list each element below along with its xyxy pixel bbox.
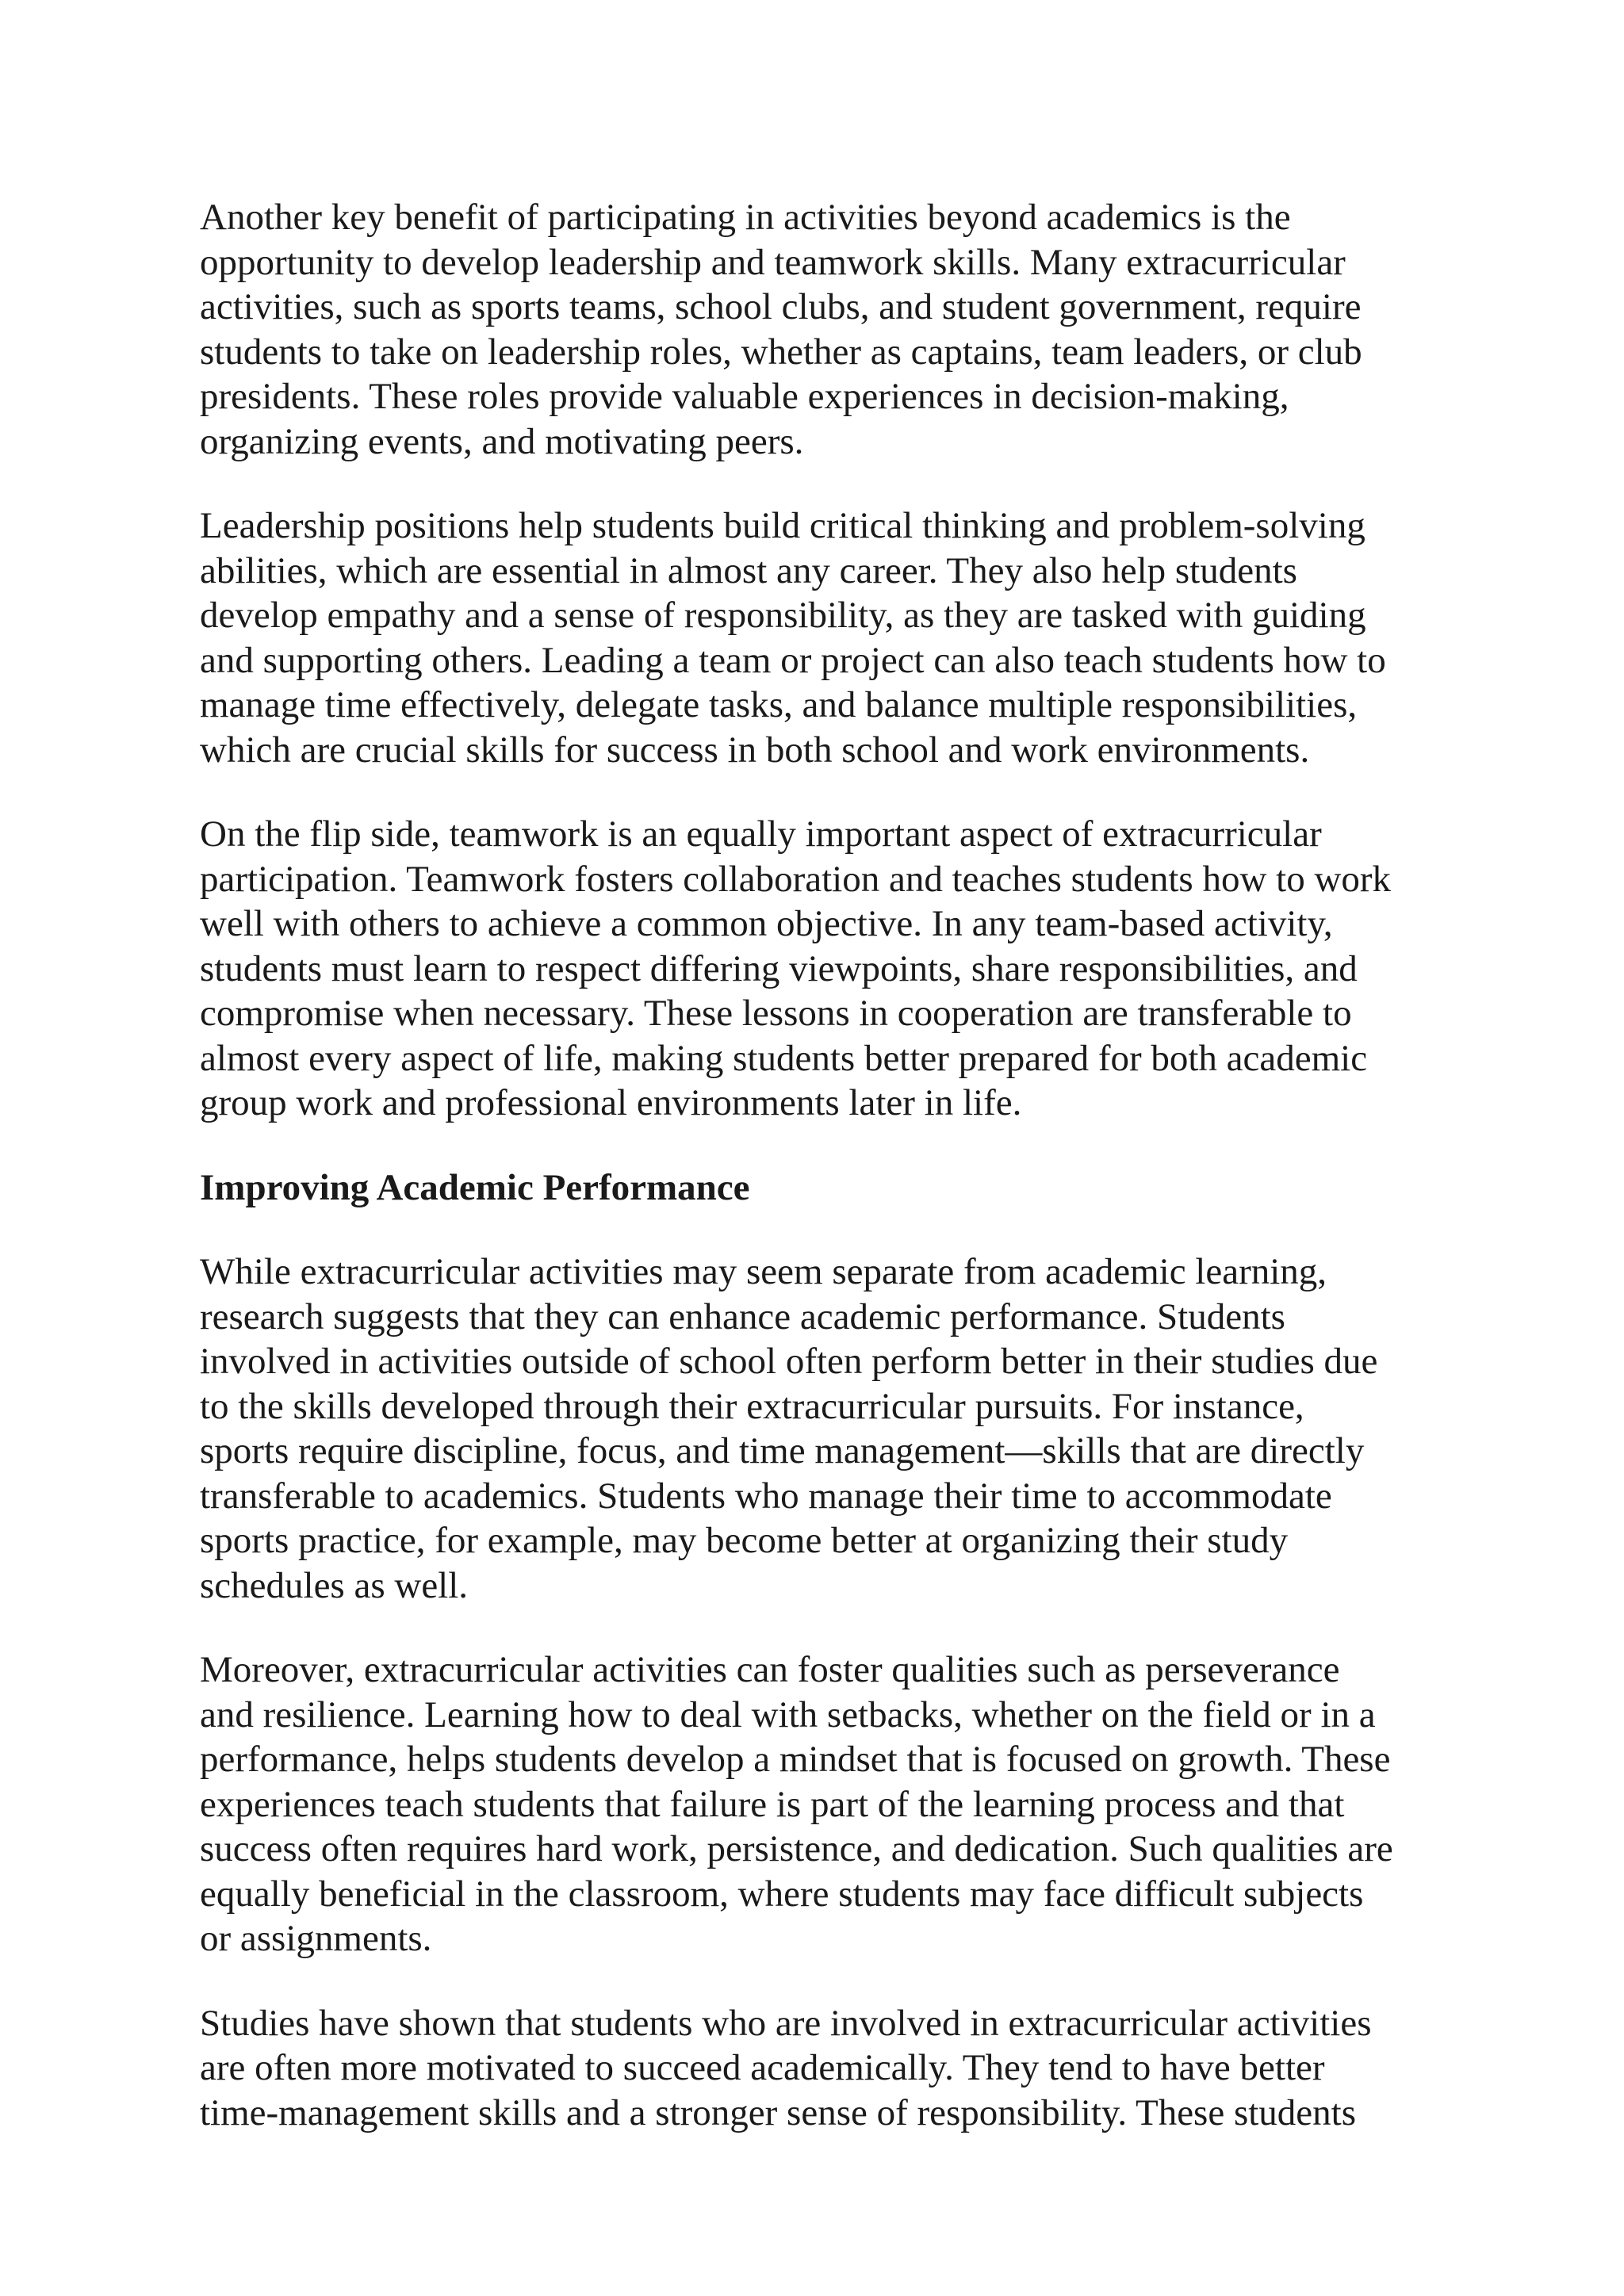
text-line: sports practice, for example, may become better at organizing their study xyxy=(200,1520,1289,1561)
paragraph-leadership-intro xyxy=(200,195,1453,464)
paragraph-academic-performance xyxy=(200,1249,1453,1608)
text-line: are often more motivated to succeed academically. They tend to have better xyxy=(200,2047,1325,2088)
text-line: activities, such as sports teams, school clubs, and student government, require xyxy=(200,286,1362,327)
paragraph-teamwork xyxy=(200,812,1453,1126)
text-line: develop empathy and a sense of responsibility, as they are tasked with guiding xyxy=(200,595,1366,636)
text-line: participation. Teamwork fosters collaboration and teaches students how to work xyxy=(200,858,1392,900)
paragraph-perseverance xyxy=(200,1647,1453,1961)
text-line: time-management skills and a stronger sense of responsibility. These students xyxy=(200,2091,1357,2133)
text-line: organizing events, and motivating peers. xyxy=(200,420,804,462)
text-line: research suggests that they can enhance academic performance. Students xyxy=(200,1295,1285,1337)
text-line: success often requires hard work, persistence, and dedication. Such qualities are xyxy=(200,1828,1393,1869)
text-line: Leadership positions help students build critical thinking and problem-solving xyxy=(200,505,1365,546)
text-line: equally beneficial in the classroom, where students may face difficult subjects xyxy=(200,1873,1364,1915)
text-line: manage time effectively, delegate tasks, and balance multiple responsibilities, xyxy=(200,684,1358,725)
text-line: group work and professional environments later in life. xyxy=(200,1082,1022,1123)
text-line: schedules as well. xyxy=(200,1564,469,1606)
text-line: Another key benefit of participating in activities beyond academics is the xyxy=(200,197,1291,238)
text-line: which are crucial skills for success in both school and work environments. xyxy=(200,729,1310,771)
text-line: performance, helps students develop a mindset that is focused on growth. These xyxy=(200,1739,1391,1780)
text-line: students must learn to respect differing viewpoints, share responsibilities, and xyxy=(200,947,1358,989)
text-line: or assignments. xyxy=(200,1918,432,1959)
text-line: involved in activities outside of school often perform better in their studies due xyxy=(200,1341,1378,1382)
paragraph-studies xyxy=(200,2001,1453,2136)
text-line: On the flip side, teamwork is an equally important aspect of extracurricular xyxy=(200,813,1322,855)
text-line: While extracurricular activities may seem separate from academic learning, xyxy=(200,1251,1327,1292)
text-line: well with others to achieve a common objective. In any team-based activity, xyxy=(200,903,1333,944)
text-line: sports require discipline, focus, and time management—skills that are directly xyxy=(200,1430,1365,1471)
text-line: Studies have shown that students who are involved in extracurricular activities xyxy=(200,2002,1372,2044)
text-line: abilities, which are essential in almost any career. They also help students xyxy=(200,549,1297,591)
text-line: opportunity to develop leadership and teamwork skills. Many extracurricular xyxy=(200,241,1346,283)
text-line: and supporting others. Leading a team or project can also teach students how to xyxy=(200,639,1386,681)
text-line: students to take on leadership roles, whether as captains, team leaders, or club xyxy=(200,331,1362,373)
document-body xyxy=(200,195,1453,2175)
text-line: and resilience. Learning how to deal with setbacks, whether on the field or in a xyxy=(200,1693,1376,1735)
text-line: compromise when necessary. These lessons in cooperation are transferable to xyxy=(200,993,1352,1034)
text-line: presidents. These roles provide valuable experiences in decision-making, xyxy=(200,376,1289,417)
paragraph-leadership-positions xyxy=(200,503,1453,772)
text-line: Moreover, extracurricular activities can foster qualities such as perseverance xyxy=(200,1649,1340,1690)
text-line: transferable to academics. Students who manage their time to accommodate xyxy=(200,1475,1332,1517)
text-line: almost every aspect of life, making students better prepared for both academic xyxy=(200,1037,1368,1079)
text-line: to the skills developed through their extracurricular pursuits. For instance, xyxy=(200,1385,1304,1427)
text-line: experiences teach students that failure is part of the learning process and that xyxy=(200,1783,1345,1825)
section-heading xyxy=(200,1165,1453,1211)
heading-text: Improving Academic Performance xyxy=(200,1166,750,1208)
